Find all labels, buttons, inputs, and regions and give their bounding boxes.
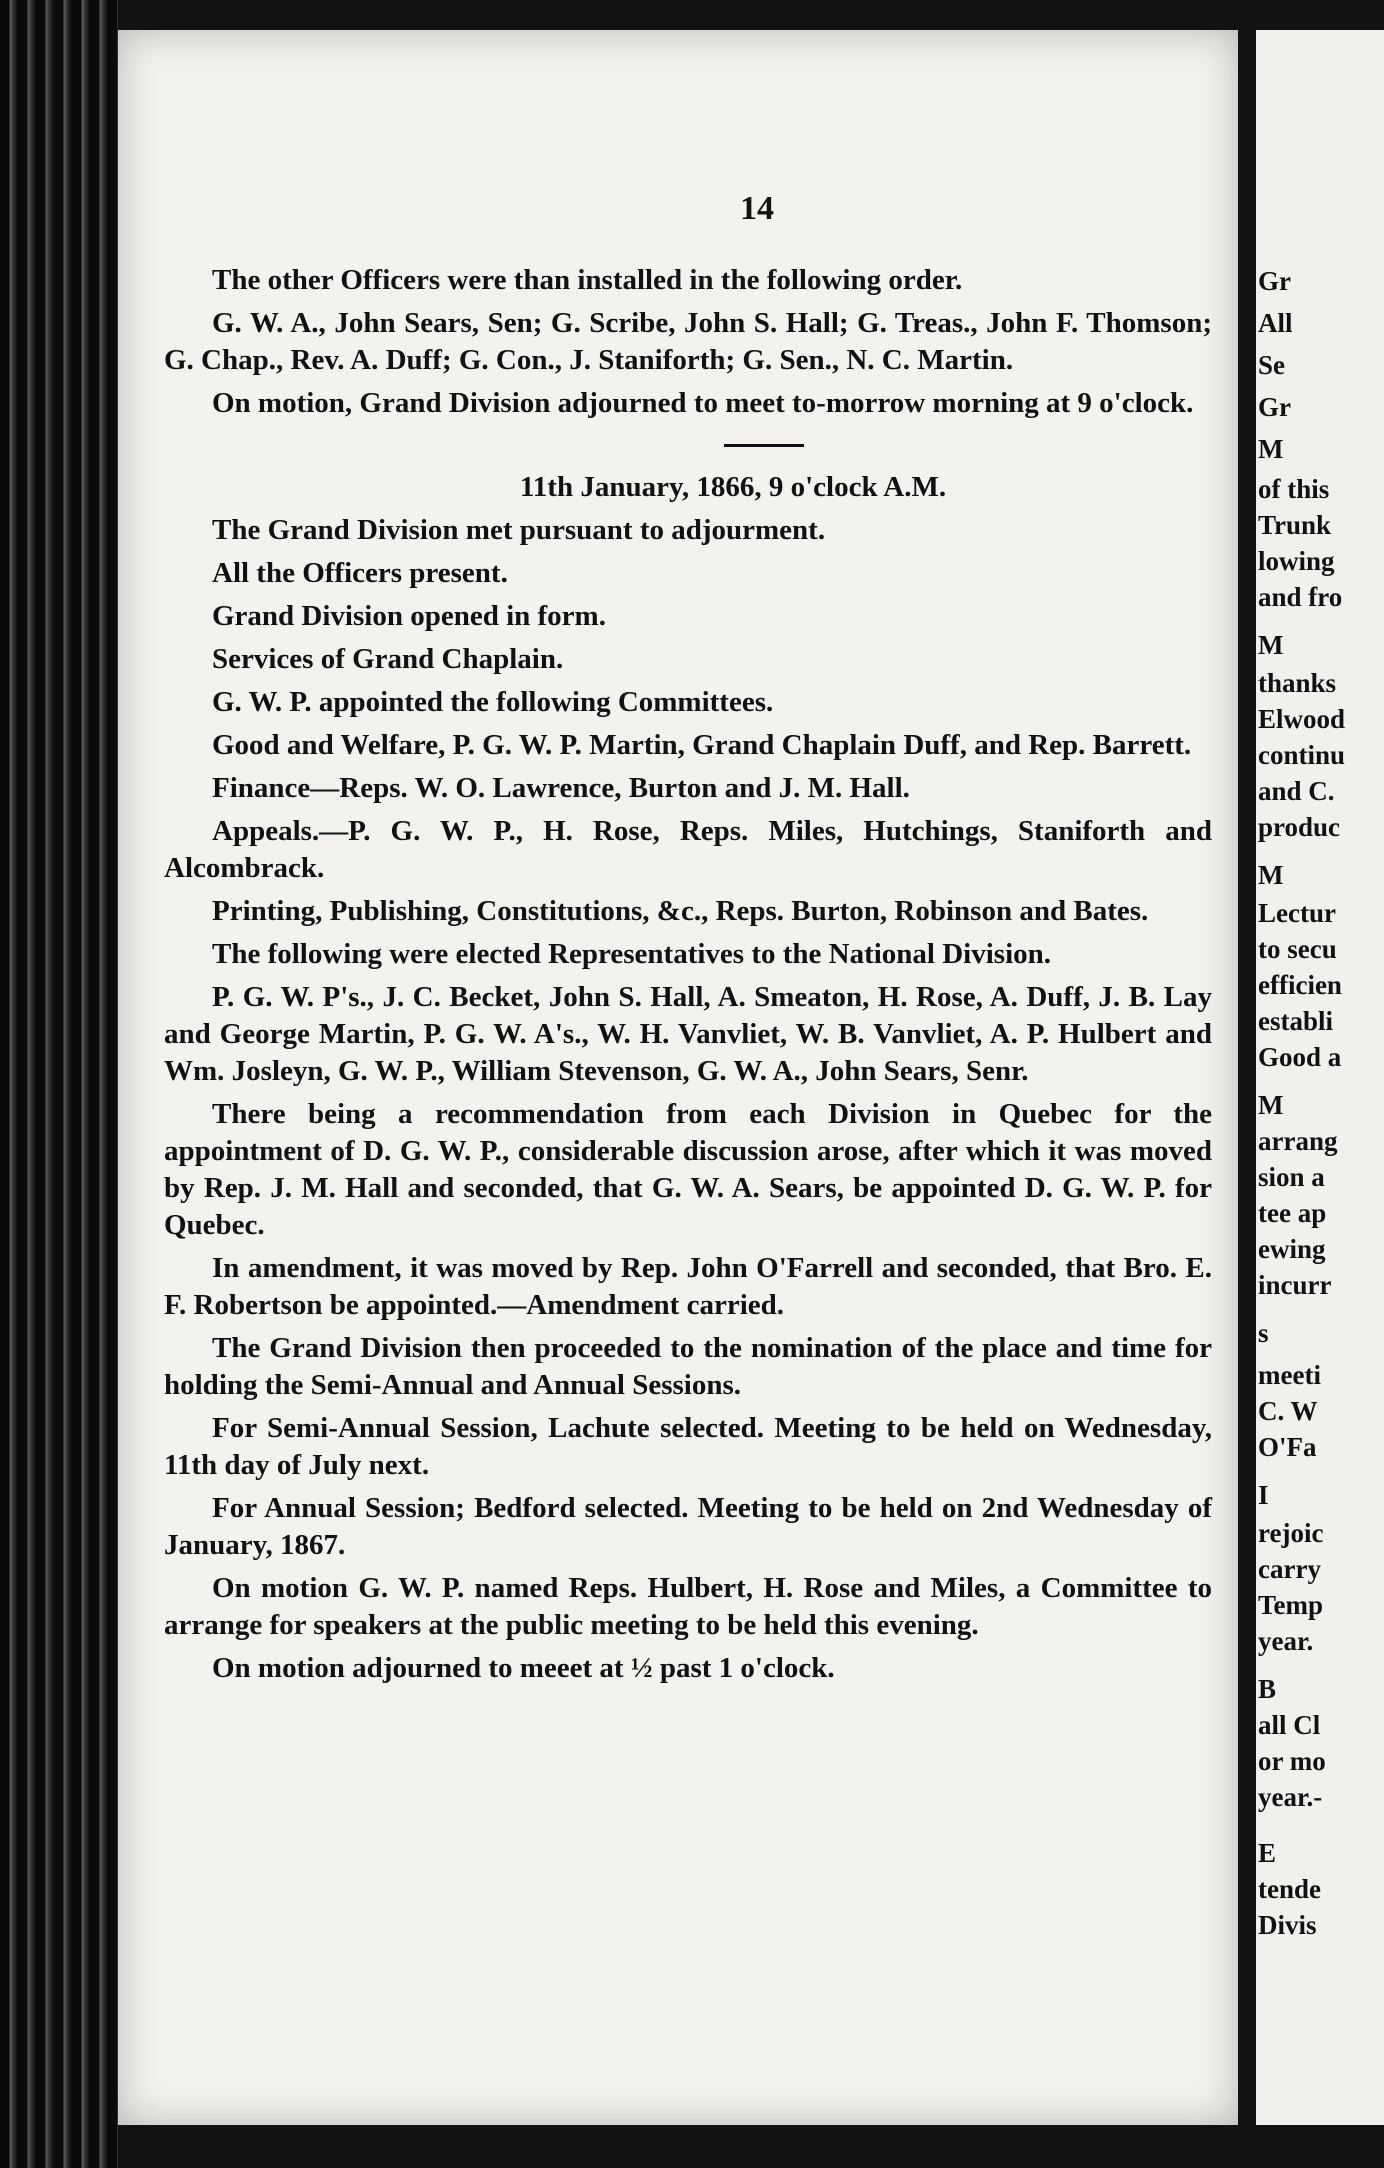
right-page-fragment: s xyxy=(1258,1318,1269,1348)
minutes-section-morning xyxy=(164,512,1212,1687)
right-page-fragment: of this xyxy=(1258,474,1330,504)
right-page-fragment: M xyxy=(1258,434,1284,464)
paragraph: There being a recommendation from each Division in Quebec for the appointment of D. G. W. P., considerable discussion arose, after which it was moved by Rep. J. M. Hall and seconded, that G. W. A. Sears, be appointed D. G. W. P. for Quebec. xyxy=(164,1098,1212,1241)
right-page-fragment: arrang xyxy=(1258,1126,1338,1156)
paragraph: Printing, Publishing, Constitutions, &c., Reps. Burton, Robinson and Bates. xyxy=(212,895,1149,927)
right-page-fragment: Good a xyxy=(1258,1042,1342,1072)
right-page-fragment: efficien xyxy=(1258,970,1342,1000)
right-page-fragment: Lectur xyxy=(1258,898,1336,928)
right-page-fragment: tee ap xyxy=(1258,1198,1327,1228)
paragraph: Appeals.—P. G. W. P., H. Rose, Reps. Miles, Hutchings, Staniforth and Alcombrack. xyxy=(164,815,1212,884)
paragraph: On motion adjourned to meeet at ½ past 1 o'clock. xyxy=(212,1652,835,1684)
paragraph: The other Officers were than installed in the following order. xyxy=(212,264,963,296)
paragraph: For Annual Session; Bedford selected. Meeting to be held on 2nd Wednesday of January, 1867. xyxy=(164,1492,1212,1561)
right-page-fragment: O'Fa xyxy=(1258,1432,1317,1462)
paragraph: On motion G. W. P. named Reps. Hulbert, H. Rose and Miles, a Committee to arrange for speakers at the public meeting to be held this evening. xyxy=(164,1572,1212,1641)
right-page-fragment: and C. xyxy=(1258,776,1335,806)
paragraph: The Grand Division met pursuant to adjourment. xyxy=(212,514,826,546)
right-page-fragment: Temp xyxy=(1258,1590,1324,1620)
right-page-fragment: Gr xyxy=(1258,392,1291,422)
paragraph: On motion, Grand Division adjourned to meet to-morrow morning at 9 o'clock. xyxy=(212,387,1194,419)
paragraph: G. W. A., John Sears, Sen; G. Scribe, John S. Hall; G. Treas., John F. Thomson; G. Chap., Rev. A. Duff; G. Con., J. Staniforth; G. Sen., N. C. Martin. xyxy=(164,307,1212,376)
book-binding-edge xyxy=(0,0,118,2168)
right-page-fragment: lowing xyxy=(1258,546,1335,576)
paragraph: All the Officers present. xyxy=(212,557,508,589)
right-page-fragment: year.- xyxy=(1258,1782,1323,1812)
right-page-fragment: M xyxy=(1258,630,1284,660)
right-page-fragment: Divis xyxy=(1258,1910,1317,1940)
paragraph: In amendment, it was moved by Rep. John O'Farrell and seconded, that Bro. E. F. Robertson be appointed.—Amendment carried. xyxy=(164,1252,1212,1321)
paragraph: Finance—Reps. W. O. Lawrence, Burton and J. M. Hall. xyxy=(212,772,910,804)
right-page-fragment: incurr xyxy=(1258,1270,1332,1300)
right-page-fragment: M xyxy=(1258,860,1284,890)
right-page-fragment: or mo xyxy=(1258,1746,1326,1776)
paragraph: G. W. P. appointed the following Committees. xyxy=(212,686,774,718)
page-body xyxy=(164,188,1212,1693)
date-heading: 11th January, 1866, 9 o'clock A.M. xyxy=(519,471,947,503)
right-page-fragment: continu xyxy=(1258,740,1346,770)
page-number: 14 xyxy=(740,190,774,227)
right-page-fragment: establi xyxy=(1258,1006,1334,1036)
right-page-fragment: all Cl xyxy=(1258,1710,1321,1740)
right-page-fragment: year. xyxy=(1258,1626,1314,1656)
right-page-fragment: C. W xyxy=(1258,1396,1318,1426)
right-page-fragment: and fro xyxy=(1258,582,1343,612)
right-page-fragment: M xyxy=(1258,1090,1284,1120)
right-page-fragment: sion a xyxy=(1258,1162,1325,1192)
right-page-fragment: to secu xyxy=(1258,934,1337,964)
right-page-fragment: produc xyxy=(1258,812,1341,842)
right-page-fragment: All xyxy=(1258,308,1293,338)
right-page-fragment: E xyxy=(1258,1838,1277,1868)
minutes-section-evening xyxy=(164,262,1212,422)
paragraph: Good and Welfare, P. G. W. P. Martin, Grand Chaplain Duff, and Rep. Barrett. xyxy=(212,729,1192,761)
right-page-fragment: meeti xyxy=(1258,1360,1321,1390)
paragraph: Grand Division opened in form. xyxy=(212,600,606,632)
right-page-fragment: Gr xyxy=(1258,266,1291,296)
paragraph: The Grand Division then proceeded to the nomination of the place and time for holding the Semi-Annual and Annual Sessions. xyxy=(164,1332,1212,1401)
right-page-fragment: Trunk xyxy=(1258,510,1332,540)
right-page-fragment: tende xyxy=(1258,1874,1321,1904)
right-page-fragment: thanks xyxy=(1258,668,1337,698)
paragraph: Services of Grand Chaplain. xyxy=(212,643,564,675)
right-page-fragment: Elwood xyxy=(1258,704,1346,734)
paragraph: P. G. W. P's., J. C. Becket, John S. Hall, A. Smeaton, H. Rose, A. Duff, J. B. Lay and George Martin, P. G. W. A's., W. H. Vanvliet, W. B. Vanvliet, A. P. Hulbert and Wm. Josleyn, G. W. P., William Stevenson, G. W. A., John Sears, Senr. xyxy=(164,981,1212,1087)
paragraph: The following were elected Representatives to the National Division. xyxy=(212,938,1052,970)
right-page-fragment: B xyxy=(1258,1674,1277,1704)
right-page-edge xyxy=(1256,30,1384,2125)
section-divider xyxy=(724,444,804,447)
right-page-fragment: carry xyxy=(1258,1554,1321,1584)
paragraph: For Semi-Annual Session, Lachute selected. Meeting to be held on Wednesday, 11th day of July next. xyxy=(164,1412,1212,1481)
right-page-fragment: rejoic xyxy=(1258,1518,1324,1548)
right-page-fragment: I xyxy=(1258,1480,1269,1510)
right-page-fragment: ewing xyxy=(1258,1234,1326,1264)
right-page-fragment: Se xyxy=(1258,350,1285,380)
